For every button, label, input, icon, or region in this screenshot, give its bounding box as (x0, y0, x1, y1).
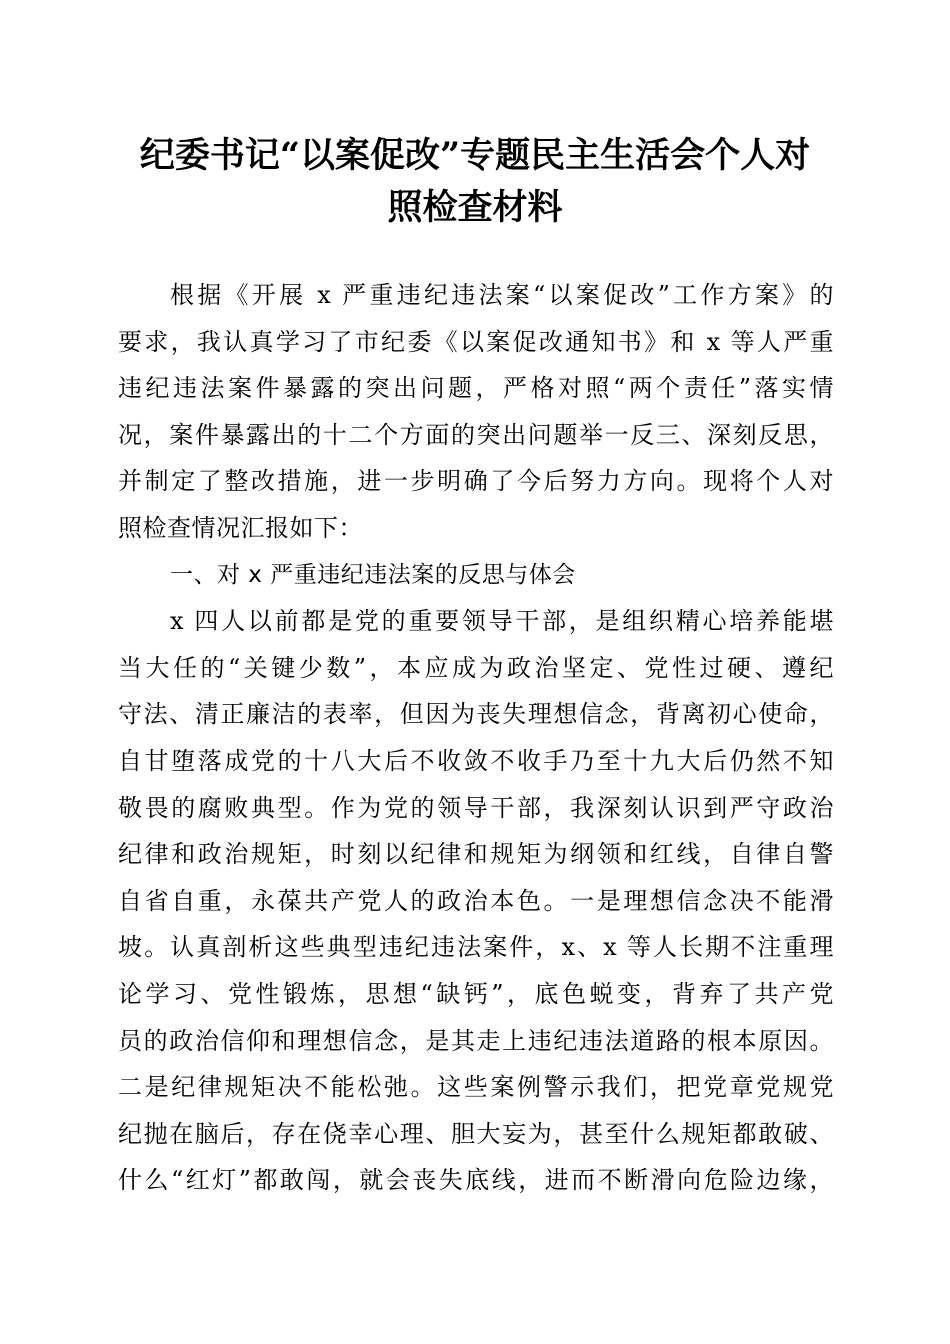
paragraph-line: 要求，我认真学习了市纪委《以案促改通知书》和 x 等人严重 (118, 327, 834, 356)
document-body (118, 272, 834, 1204)
paragraph-line: 坡。认真剖析这些典型违纪违法案件，x、x 等人长期不注重理 (118, 933, 834, 962)
paragraph-line: 自甘堕落成党的十八大后不收敛不收手乃至十九大后仍然不知 (118, 746, 834, 775)
paragraph-line: 什么“红灯”都敢闯，就会丧失底线，进而不断滑向危险边缘， (118, 1166, 834, 1195)
paragraph-line: 敬畏的腐败典型。作为党的领导干部，我深刻认识到严守政治 (118, 793, 834, 822)
paragraph-line: 守法、清正廉洁的表率，但因为丧失理想信念，背离初心使命， (118, 700, 834, 729)
document-title (118, 130, 832, 234)
paragraph-2 (118, 598, 834, 1204)
section-heading: 一、对 x 严重违纪违法案的反思与体会 (170, 561, 576, 588)
paragraph-line: 员的政治信仰和理想信念，是其走上违纪违法道路的根本原因。 (118, 1026, 834, 1055)
paragraph-line: 论学习、党性锻炼，思想“缺钙”，底色蜕变，背弃了共产党 (118, 979, 834, 1008)
paragraph-line: 当大任的“关键少数”，本应成为政治坚定、党性过硬、遵纪 (118, 653, 834, 682)
title-line-2: 照检查材料 (387, 187, 563, 228)
title-line-1: 纪委书记“以案促改”专题民主生活会个人对 (139, 135, 811, 176)
paragraph-line: x 四人以前都是党的重要领导干部，是组织精心培养能堪 (170, 607, 834, 636)
paragraph-1 (118, 272, 834, 552)
paragraph-line: 根据《开展 x 严重违纪违法案“以案促改”工作方案》的 (170, 281, 834, 309)
paragraph-line: 自省自重，永葆共产党人的政治本色。一是理想信念决不能滑 (118, 886, 834, 915)
paragraph-line: 违纪违法案件暴露的突出问题，严格对照“两个责任”落实情 (118, 374, 834, 403)
paragraph-line: 并制定了整改措施，进一步明确了今后努力方向。现将个人对 (118, 467, 834, 496)
paragraph-line: 纪抛在脑后，存在侥幸心理、胆大妄为，甚至什么规矩都敢破、 (118, 1119, 834, 1148)
paragraph-line: 况，案件暴露出的十二个方面的突出问题举一反三、深刻反思， (118, 420, 834, 449)
paragraph-line: 二是纪律规矩决不能松弛。这些案例警示我们，把党章党规党 (118, 1073, 834, 1102)
paragraph-line: 照检查情况汇报如下： (118, 513, 363, 542)
paragraph-line: 纪律和政治规矩，时刻以纪律和规矩为纲领和红线，自律自警 (118, 840, 834, 869)
